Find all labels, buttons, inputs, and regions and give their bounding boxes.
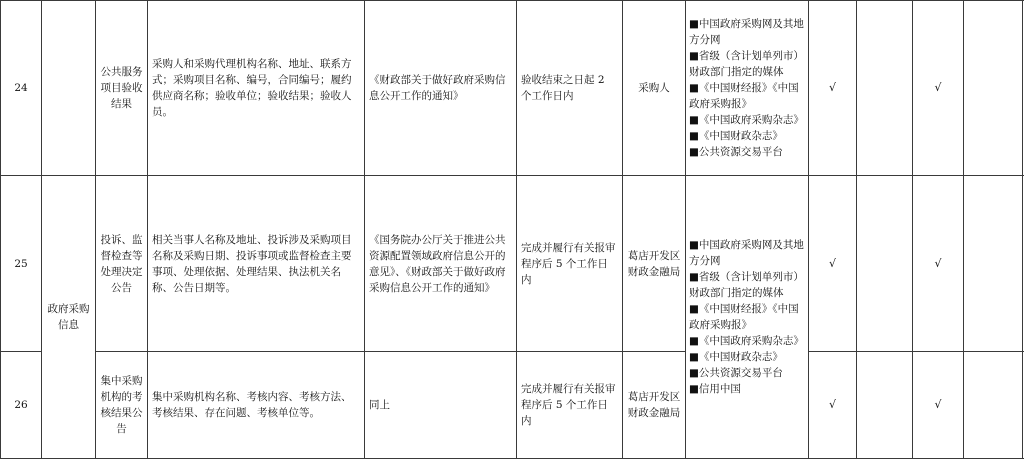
- empty-cell: [857, 352, 913, 459]
- table-row-25: [1, 176, 1024, 352]
- check-mark: √: [809, 352, 857, 459]
- check-mark: √: [913, 176, 964, 352]
- disclosure-content: 集中采购机构名称、考核内容、考核方法、考核结果、存在问题、考核单位等。: [148, 352, 365, 459]
- channel-item: ■《中国财经报》《中国政府采购报》: [689, 80, 805, 112]
- row-number: 26: [1, 352, 42, 459]
- disclosure-timeline: 完成并履行有关报审程序后 5 个工作日内: [517, 352, 623, 459]
- disclosure-content: 采购人和采购代理机构名称、地址、联系方式；采购项目名称、编号，合同编号；履约供应商名称；验收单位；验收结果；验收人员。: [148, 1, 365, 176]
- empty-cell: [964, 176, 1023, 352]
- channel-item: ■《中国财政杂志》: [689, 349, 805, 365]
- disclosure-timeline: 完成并履行有关报审程序后 5 个工作日内: [517, 176, 623, 352]
- legal-basis: 同上: [365, 352, 517, 459]
- category-label: 政府采购信息: [42, 176, 96, 459]
- check-mark: √: [913, 352, 964, 459]
- channel-item: ■信用中国: [689, 381, 805, 397]
- legal-basis: 《财政部关于做好政府采购信息公开工作的通知》: [365, 1, 517, 176]
- check-mark: √: [809, 1, 857, 176]
- check-mark: √: [809, 176, 857, 352]
- table-row-26: [1, 352, 1024, 459]
- check-mark: √: [913, 1, 964, 176]
- item-name: 投诉、监督检查等处理决定公告: [96, 176, 148, 352]
- row-number: 25: [1, 176, 42, 352]
- channel-item: ■公共资源交易平台: [689, 365, 805, 381]
- empty-cell: [857, 176, 913, 352]
- channel-item: ■公共资源交易平台: [689, 144, 805, 160]
- disclosure-content: 相关当事人名称及地址、投诉涉及采购项目名称及采购日期、投诉事项或监督检查主要事项、处理依据、处理结果、执法机关名称、公告日期等。: [148, 176, 365, 352]
- empty-cell: [964, 1, 1023, 176]
- channel-item: ■省级（含计划单列市）财政部门指定的媒体: [689, 48, 805, 80]
- item-name: 公共服务项目验收结果: [96, 1, 148, 176]
- channel-item: ■中国政府采购网及其地方分网: [689, 16, 805, 48]
- disclosure-timeline: 验收结束之日起 2 个工作日内: [517, 1, 623, 176]
- channel-item: ■中国政府采购网及其地方分网: [689, 237, 805, 269]
- disclosure-subject: 葛店开发区财政金融局: [623, 176, 686, 352]
- legal-basis: 《国务院办公厅关于推进公共资源配置领域政府信息公开的意见》、《财政部关于做好政府采购信息公开工作的通知》: [365, 176, 517, 352]
- item-name: 集中采购机构的考核结果公告: [96, 352, 148, 459]
- disclosure-channels: [686, 1, 809, 176]
- channel-item: ■《中国财经报》《中国政府采购报》: [689, 301, 805, 333]
- category-cell-empty: [42, 1, 96, 176]
- channel-item: ■省级（含计划单列市）财政部门指定的媒体: [689, 269, 805, 301]
- empty-cell: [964, 352, 1023, 459]
- disclosure-subject: 采购人: [623, 1, 686, 176]
- table-row-24: [1, 1, 1024, 176]
- channel-item: ■《中国政府采购杂志》: [689, 333, 805, 349]
- disclosure-subject: 葛店开发区财政金融局: [623, 352, 686, 459]
- channel-item: ■《中国政府采购杂志》: [689, 112, 805, 128]
- disclosure-channels: [686, 176, 809, 459]
- channel-item: ■《中国财政杂志》: [689, 128, 805, 144]
- empty-cell: [857, 1, 913, 176]
- row-number: 24: [1, 1, 42, 176]
